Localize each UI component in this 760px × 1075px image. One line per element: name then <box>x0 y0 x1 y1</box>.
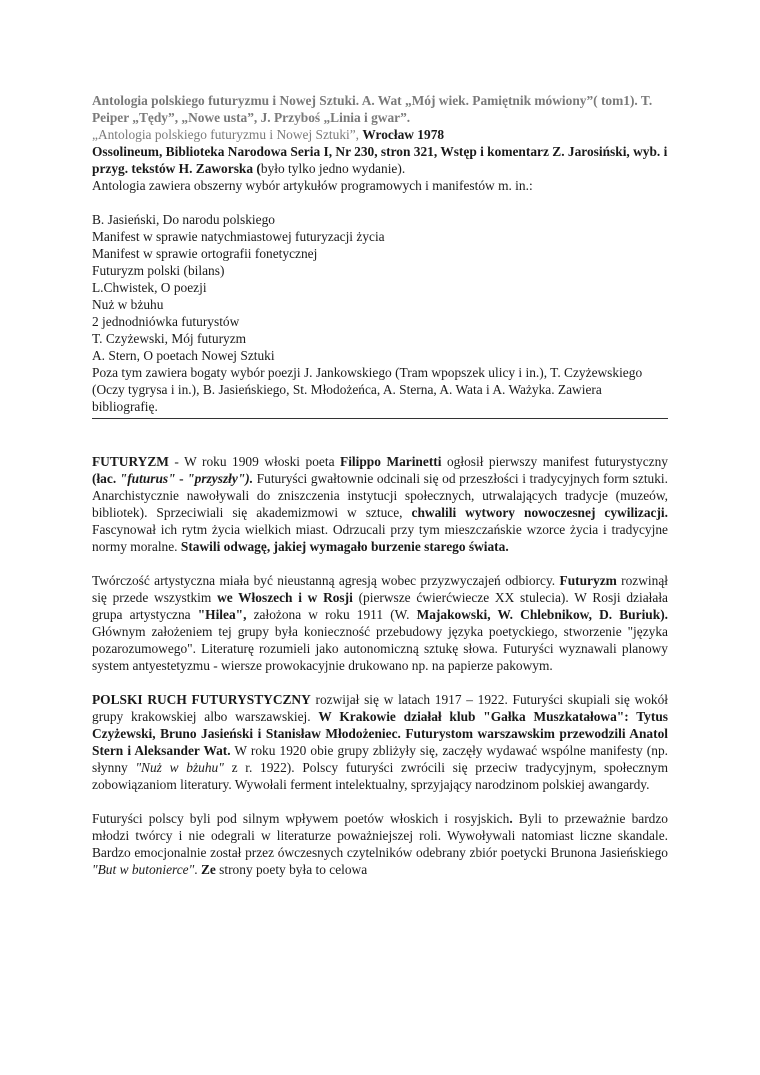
header-line-4: Antologia zawiera obszerny wybór artykułów programowych i manifestów m. in.: <box>92 178 533 193</box>
list-item: A. Stern, O poetach Nowej Sztuki <box>92 348 275 363</box>
paragraph-futuryzm: FUTURYZM - W roku 1909 włoski poeta Filippo Marinetti ogłosił pierwszy manifest futurystyczny (łac. "futurus" - "przyszły"). Futuryści gwałtownie odcinali się od przeszłości i tradycyjnych form sztuki. Anarchistycznie nawoływali do zniszczenia instytucji społecznych, utrwalających tradycje (muzeów, bibliotek). Sprzeciwiali się akademizmowi w sztuce, chwalili wytwory nowoczesnej cywilizacji. Fascynował ich rytm życia wielkich miast. Odrzucali przy tym mieszczańskie wzorce życia i tradycyjne normy moralne. Stawili odwagę, jakiej wymagało burzenie starego świata. <box>92 454 668 554</box>
bibliography-header <box>92 92 668 194</box>
list-item: B. Jasieński, Do narodu polskiego <box>92 212 275 227</box>
list-item: Manifest w sprawie ortografii fonetycznej <box>92 246 318 261</box>
list-item: Nuż w bżuhu <box>92 297 164 312</box>
list-item: Manifest w sprawie natychmiastowej futuryzacji życia <box>92 229 385 244</box>
paragraph-polski-ruch: POLSKI RUCH FUTURYSTYCZNY rozwijał się w latach 1917 – 1922. Futuryści skupiali się wokół grupy krakowskiej albo warszawskiej. W Krakowie działał klub "Gałka Muszkatałowa": Tytus Czyżewski, Bruno Jasieński i Stanisław Młodożeniec. Futurystom warszawskim przewodzili Anatol Stern i Aleksander Wat. W roku 1920 obie grupy zbliżyły się, zaczęły wydawać wspólne manifesty (np. słynny "Nuż w bżuhu" z r. 1922). Polscy futuryści zwrócili się przeciw tradycyjnym, społecznym zobowiązaniom literatury. Wywołali ferment intelektualny, sprzyjający narodzinom polskiej awangardy. <box>92 692 669 792</box>
contents-list <box>92 211 668 415</box>
list-item: Futuryzm polski (bilans) <box>92 263 225 278</box>
header-line-2: „Antologia polskiego futuryzmu i Nowej Sztuki”, Wrocław 1978 <box>92 127 445 142</box>
header-line-1: Antologia polskiego futuryzmu i Nowej Sztuki. A. Wat „Mój wiek. Pamiętnik mówiony”( tom1). T. Peiper „Tędy”, „Nowe usta”, J. Przyboś „Linia i gwar”. <box>92 93 653 125</box>
paragraph-futurysci-polscy: Futuryści polscy byli pod silnym wpływem poetów włoskich i rosyjskich. Byli to przeważnie bardzo młodzi twórcy i nie odegrali w literaturze poważniejszej roli. Wywoływali natomiast liczne skandale. Bardzo emocjonalnie został przez ówczesnych czytelników odebrany zbiór poetycki Brunona Jasieńskiego "But w butonierce". Ze strony poety była to celowa <box>92 811 669 877</box>
header-line-3: Ossolineum, Biblioteka Narodowa Seria I, Nr 230, stron 321, Wstęp i komentarz Z. Jarosiński, wyb. i przyg. tekstów H. Zaworska (było tylko jedno wydanie). <box>92 144 668 176</box>
list-item: 2 jednodniówka futurystów <box>92 314 240 329</box>
list-item: Poza tym zawiera bogaty wybór poezji J. Jankowskiego (Tram wpopszek ulicy i in.), T. Czyżewskiego (Oczy tygrysa i in.), B. Jasieńskiego, St. Młodożeńca, A. Sterna, A. Wata i A. Ważyka. Zawiera bibliografię. <box>92 365 643 414</box>
list-item: T. Czyżewski, Mój futuryzm <box>92 331 247 346</box>
list-item: L.Chwistek, O poezji <box>92 280 207 295</box>
paragraph-tworczosc: Twórczość artystyczna miała być nieustanną agresją wobec przyzwyczajeń odbiorcy. Futuryzm rozwinął się przede wszystkim we Włoszech i w Rosji (pierwsze ćwierćwiecze XX stulecia). W Rosji działała grupa artystyczna "Hilea", założona w roku 1911 (W. Majakowski, W. Chlebnikow, D. Buriuk). Głównym założeniem tej grupy była konieczność przebudowy języka poetyckiego, stworzenie "języka pozarozumowego". Literaturę rozumieli jako autonomiczną sztukę słowa. Futuryści wyznawali planowy system antyestetyzmu - wiersze prowokacyjnie drukowano np. na papierze pakowym. <box>92 573 668 673</box>
